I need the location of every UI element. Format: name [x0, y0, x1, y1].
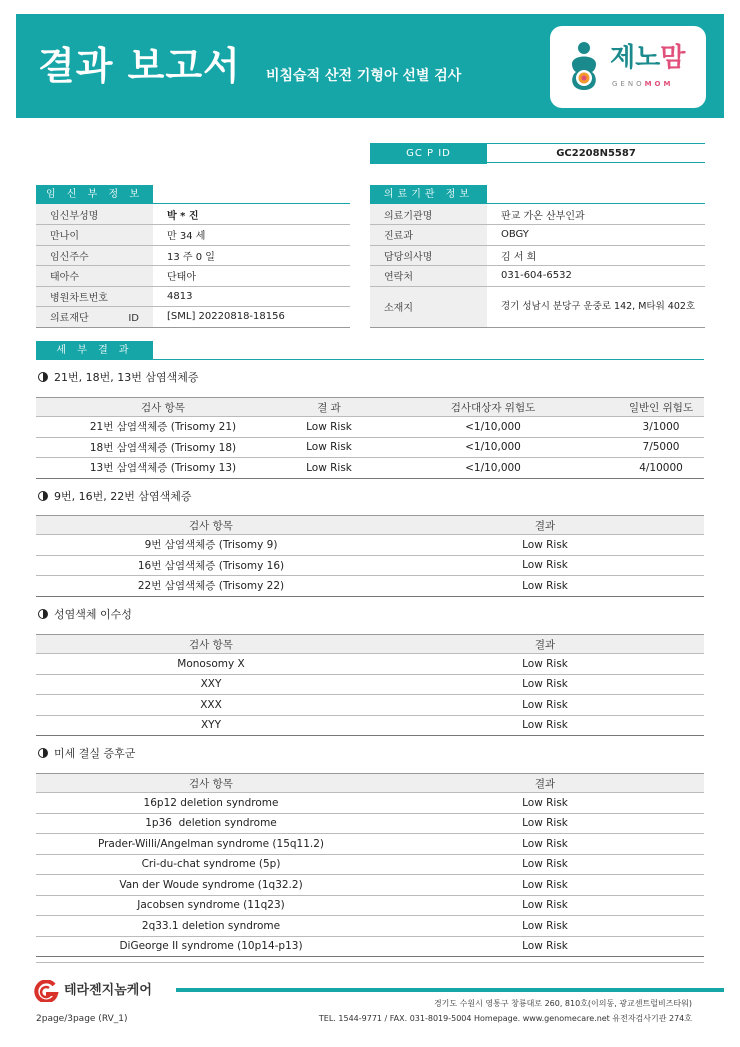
company-name: 테라젠지놈케어	[64, 983, 152, 998]
microdeletion-table: 검사 항목 결과 16p12 deletion syndrome Low Risk 1p36 deletion syndrome Low Risk Prader-Willi/Angelman syndrome (15q11.2) Low Risk Cri-du-chat syndrome (5p) Low Risk Van der Woude syndrome (1q32.2) Low Risk Jacobsen syndrome (11q23) Low Risk 2q33.1 deletion syndrome Low Risk DiGeorge II syndrome (10p14-p13) Low Risk	[36, 773, 704, 957]
table-row: 21번 삼염색체증 (Trisomy 21) Low Risk <1/10,000 3/1000	[36, 417, 704, 438]
table-row: XXX Low Risk	[36, 695, 704, 716]
gcp-id-label: GC P ID	[370, 143, 487, 164]
genomom-logo	[550, 26, 706, 108]
divider	[36, 359, 704, 360]
half-circle-icon	[38, 609, 48, 619]
half-circle-icon	[38, 748, 48, 758]
table-row: 병원차트번호 4813	[36, 286, 350, 307]
company-logo	[32, 980, 172, 1002]
company-g-icon	[32, 980, 60, 1002]
table-row: XYY Low Risk	[36, 715, 704, 736]
table-row: 의료재단 ID [SML] 20220818-18156	[36, 307, 350, 328]
table-row: XXY Low Risk	[36, 674, 704, 695]
gcp-id-box	[370, 143, 705, 163]
table-row: Monosomy X Low Risk	[36, 654, 704, 675]
table-row: Prader-Willi/Angelman syndrome (15q11.2) Low Risk	[36, 834, 704, 855]
table-row: 18번 삼염색체증 (Trisomy 18) Low Risk <1/10,000 7/5000	[36, 437, 704, 458]
sex-chromosome-table: 검사 항목 결과 Monosomy X Low Risk XXY Low Risk XXX Low Risk XYY Low Risk	[36, 634, 704, 736]
half-circle-icon	[38, 372, 48, 382]
patient-info-tab: 임 신 부 정 보	[36, 185, 153, 204]
table-row: 소재지 경기 성남시 분당구 운중로 142, M타워 402호	[370, 286, 705, 327]
table-row: 16p12 deletion syndrome Low Risk	[36, 793, 704, 814]
table-row: 2q33.1 deletion syndrome Low Risk	[36, 916, 704, 937]
logo-korean-text: 제노맘	[610, 43, 686, 73]
table-row: 22번 삼염색체증 (Trisomy 22) Low Risk	[36, 576, 704, 597]
report-subtitle: 비침습적 산전 기형아 선별 검사	[266, 68, 462, 84]
trisomy-other-table: 검사 항목 결과 9번 삼염색체증 (Trisomy 9) Low Risk 16번 삼염색체증 (Trisomy 16) Low Risk 22번 삼염색체증 (Trisomy 22) Low Risk	[36, 515, 704, 597]
table-row: 1p36 deletion syndrome Low Risk	[36, 813, 704, 834]
patient-name: 박 * 진	[153, 204, 350, 225]
section-heading: 21번, 18번, 13번 삼염색체증	[38, 370, 198, 386]
institution-info-table	[370, 204, 705, 328]
table-row: 담당의사명 김 서 희	[370, 245, 705, 266]
mother-baby-icon	[564, 40, 604, 94]
company-contact: TEL. 1544-9771 / FAX. 031-8019-5004 Homepage. www.genomecare.net 유전자검사기관 274호	[318, 1014, 692, 1023]
gcp-id-value: GC2208N5587	[556, 148, 636, 159]
detail-results-tab: 세 부 결 과	[36, 341, 153, 360]
table-row: DiGeorge II syndrome (10p14-p13) Low Risk	[36, 936, 704, 957]
section-heading: 성염색체 이수성	[38, 607, 132, 623]
table-row: 태아수 단태아	[36, 266, 350, 287]
institution-info-tab: 의료기관 정보	[370, 185, 487, 204]
table-row: 임신주수 13 주 0 일	[36, 245, 350, 266]
section-heading: 9번, 16번, 22번 삼염색체증	[38, 489, 191, 505]
table-row: 연락처 031-604-6532	[370, 266, 705, 287]
logo-english-text: GENOMOM	[612, 80, 674, 88]
table-row: 의료기관명 판교 가온 산부인과	[370, 204, 705, 225]
table-row: 임신부성명 박 * 진	[36, 204, 350, 225]
section-heading: 미세 결실 증후군	[38, 746, 135, 762]
patient-info-table	[36, 204, 350, 328]
divider	[36, 962, 704, 963]
table-row: 13번 삼염색체증 (Trisomy 13) Low Risk <1/10,000 4/10000	[36, 458, 704, 479]
table-row: 9번 삼염색체증 (Trisomy 9) Low Risk	[36, 535, 704, 556]
table-row: Van der Woude syndrome (1q32.2) Low Risk	[36, 875, 704, 896]
company-address: 경기도 수원시 영통구 창룡대로 260, 810호(이의동, 광교센트럴비즈타워)	[433, 999, 692, 1008]
table-row: 16번 삼염색체증 (Trisomy 16) Low Risk	[36, 555, 704, 576]
table-row: 진료과 OBGY	[370, 225, 705, 246]
half-circle-icon	[38, 491, 48, 501]
footer-bar	[176, 988, 724, 992]
table-row: Cri-du-chat syndrome (5p) Low Risk	[36, 854, 704, 875]
table-row: Jacobsen syndrome (11q23) Low Risk	[36, 895, 704, 916]
table-row: 만나이 만 34 세	[36, 225, 350, 246]
trisomy-main-table: 검사 항목 결 과 검사대상자 위험도 일반인 위험도 21번 삼염색체증 (Trisomy 21) Low Risk <1/10,000 3/1000 18번 삼염색체증 (Trisomy 18) Low Risk <1/10,000 7/5000 13번 삼염색체증 (Trisomy 13) Low Risk <1/10,000 4/10000	[36, 397, 704, 479]
report-header	[16, 14, 724, 118]
report-title: 결과 보고서	[38, 44, 241, 88]
page-number: 2page/3page (RV_1)	[36, 1014, 128, 1024]
